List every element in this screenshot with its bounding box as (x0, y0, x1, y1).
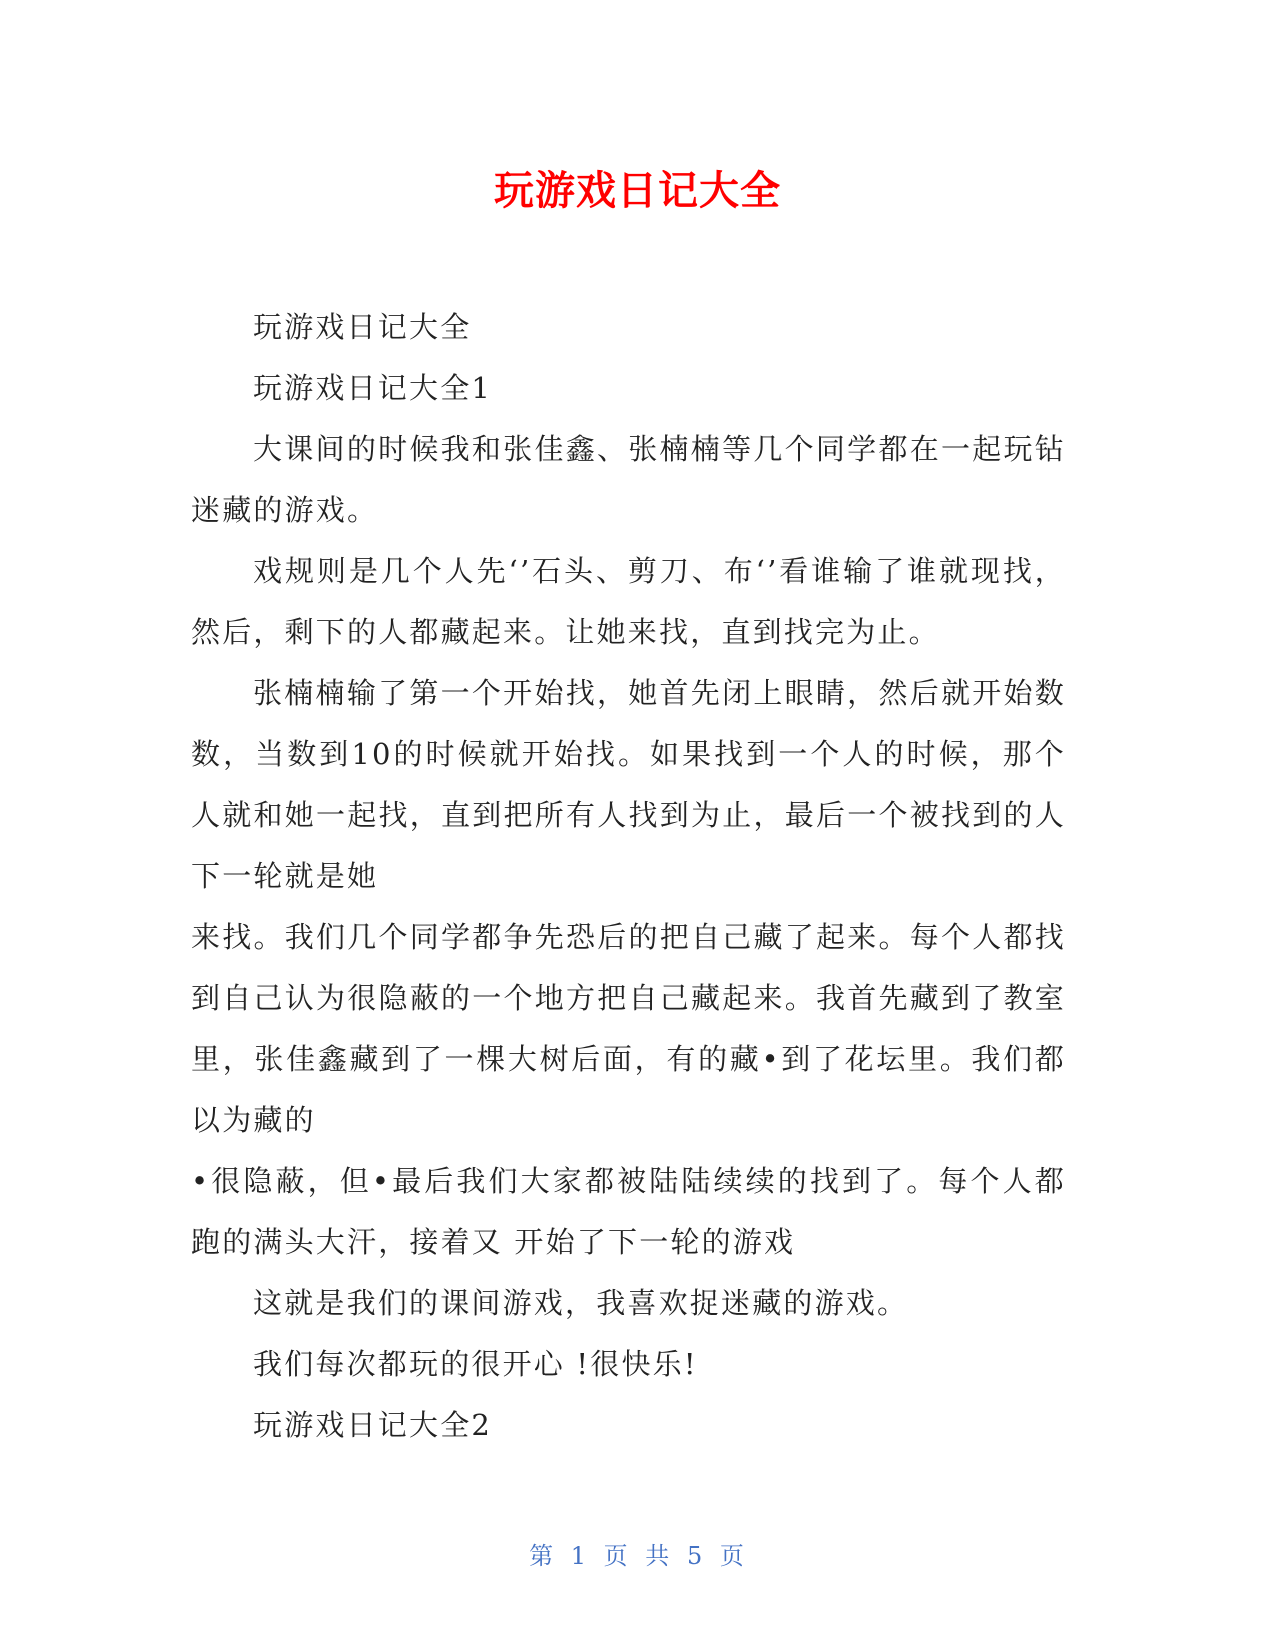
paragraph: 来找。我们几个同学都争先恐后的把自己藏了起来。每个人都找到自己认为很隐蔽的一个地方把自己藏起来。我首先藏到了教室里，张佳鑫藏到了一棵大树后面，有的藏•到了花坛里。我们都以为藏的 (191, 920, 1066, 1137)
paragraph: 我们每次都玩的很开心 !很快乐! (253, 1347, 698, 1381)
page-number-footer: 第 1 页 共 5 页 (529, 1542, 746, 1570)
paragraph-section-2-heading: 玩游戏日记大全2 (253, 1408, 493, 1442)
document-title: 玩游戏日记大全 (494, 168, 781, 214)
paragraph-heading: 玩游戏日记大全 (253, 310, 472, 344)
paragraph: 张楠楠输了第一个开始找，她首先闭上眼睛，然后就开始数数，当数到10的时候就开始找。如果找到一个人的时候，那个人就和她一起找，直到把所有人找到为止，最后一个被找到的人下一轮就是她 (191, 676, 1066, 893)
document-body (191, 297, 1066, 1456)
paragraph: 这就是我们的课间游戏，我喜欢捉迷藏的游戏。 (253, 1286, 909, 1320)
paragraph: 戏规则是几个人先‘’石头、剪刀、布‘’看谁输了谁就现找，然后，剩下的人都藏起来。让她来找，直到找完为止。 (191, 554, 1066, 649)
paragraph-section-1-heading: 玩游戏日记大全1 (253, 371, 493, 405)
paragraph: 大课间的时候我和张佳鑫、张楠楠等几个同学都在一起玩钻迷藏的游戏。 (191, 432, 1066, 527)
paragraph: •很隐蔽，但•最后我们大家都被陆陆续续的找到了。每个人都跑的满头大汗，接着又 开始了下一轮的游戏 (191, 1164, 1066, 1259)
